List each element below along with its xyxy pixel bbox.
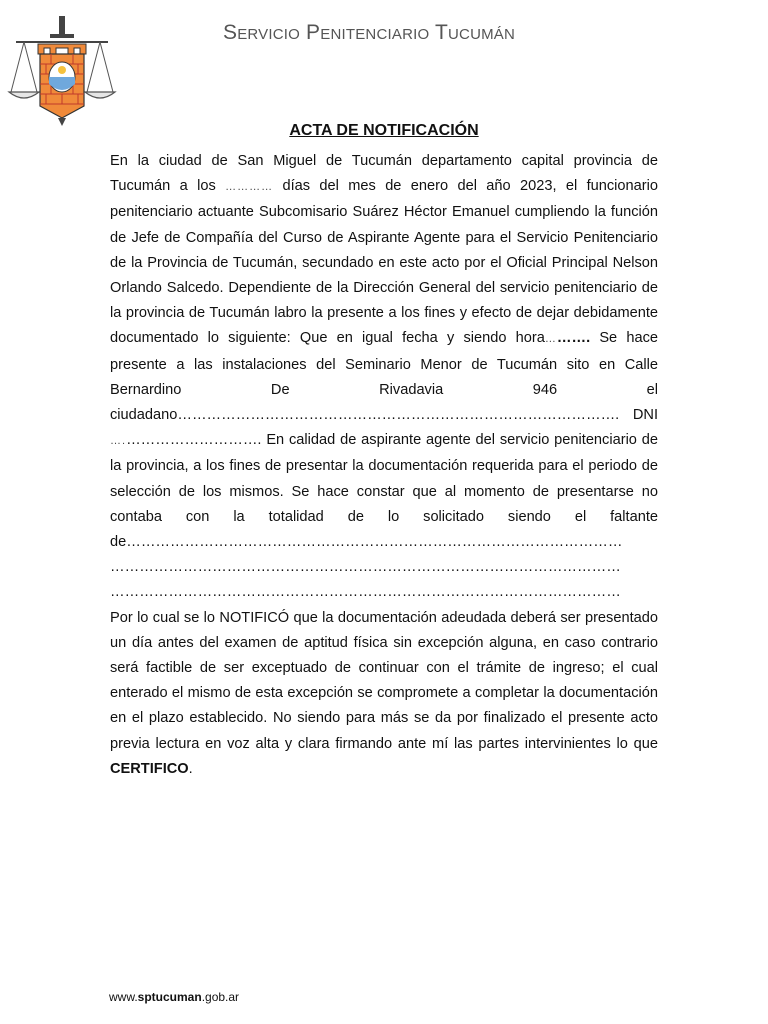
- footer-suffix: .gob.ar: [201, 990, 240, 1004]
- p1-text-3: Se hace presente a las instalaciones del Seminario Menor de Tucumán sito en Calle Bernardino De Rivadavia 946 el ciudadano: [110, 330, 659, 424]
- blank-missing-docs-field-2: ……………………………………………………………………………………………: [110, 559, 621, 576]
- footer-website-link[interactable]: [109, 990, 239, 1004]
- blank-dni-field-b: ……………………….: [126, 432, 262, 449]
- blank-missing-docs-field-1: …………………………………………………………………………………………: [126, 534, 623, 551]
- blank-missing-docs-field-3: ……………………………………………………………………………………………: [110, 584, 621, 601]
- p1-text-1: En la ciudad de San Miguel de Tucumán departamento capital provincia de Tucumán a los: [110, 153, 658, 195]
- p2-text: Por lo cual se lo NOTIFICÓ que la documentación adeudada deberá ser presentado un día antes del examen de aptitud física sin excepción alguna, en caso contrario será factible de ser exceptuado de continuar con el trámite de ingreso; el cual enterado el mismo de esta excepción se compromete a completar la documentación en el plazo establecido. No siendo para más se da por finalizado el presente acto previa lectura en voz alta y clara firmando ante mí las partes intervinientes lo que: [110, 609, 658, 752]
- document-body: [110, 149, 658, 782]
- paragraph-2: [110, 606, 658, 782]
- header-title: Servicio Penitenciario Tucumán: [223, 21, 516, 44]
- blank-citizen-field: ……………………………………………………………………………….: [177, 407, 620, 424]
- p1-text-4: DNI: [619, 407, 658, 424]
- blank-hour-field-b: …….: [556, 330, 591, 347]
- p2-end: .: [188, 760, 193, 777]
- footer-prefix: www.: [109, 990, 138, 1004]
- blank-hour-field-a: …: [544, 333, 557, 346]
- certifico-text: CERTIFICO: [110, 760, 189, 777]
- blank-day-field: …………: [225, 181, 274, 194]
- document-title: ACTA DE NOTIFICACIÓN: [289, 122, 479, 139]
- paragraph-1: [110, 149, 658, 606]
- scales-of-justice-shield-logo: [6, 14, 118, 128]
- p1-text-2: días del mes de enero del año 2023, el funcionario penitenciario actuante Subcomisario Suárez Héctor Emanuel cumpliendo la función de Jefe de Compañía del Curso de Aspirante Agente para el Servicio Penitenciario de la Provincia de Tucumán, secundado en este acto por el Oficial Principal Nelson Orlando Salcedo. Dependiente de la Dirección General del servicio penitenciario de la provincia de Tucumán labro la presente a los fines y efecto de dejar debidamente documentado lo siguiente: Que en igual fecha y siendo hora: [110, 178, 658, 347]
- blank-dni-field-a: ….: [110, 435, 127, 448]
- p1-text-5: En calidad de aspirante agente del servicio penitenciario de la provincia, a los fines de presentar la documentación requerida para el periodo de selección de los mismos. Se hace constar que al momento de presentarse no contaba con la totalidad de lo solicitado siendo el faltante de: [110, 432, 658, 551]
- footer-domain: sptucuman: [137, 990, 202, 1004]
